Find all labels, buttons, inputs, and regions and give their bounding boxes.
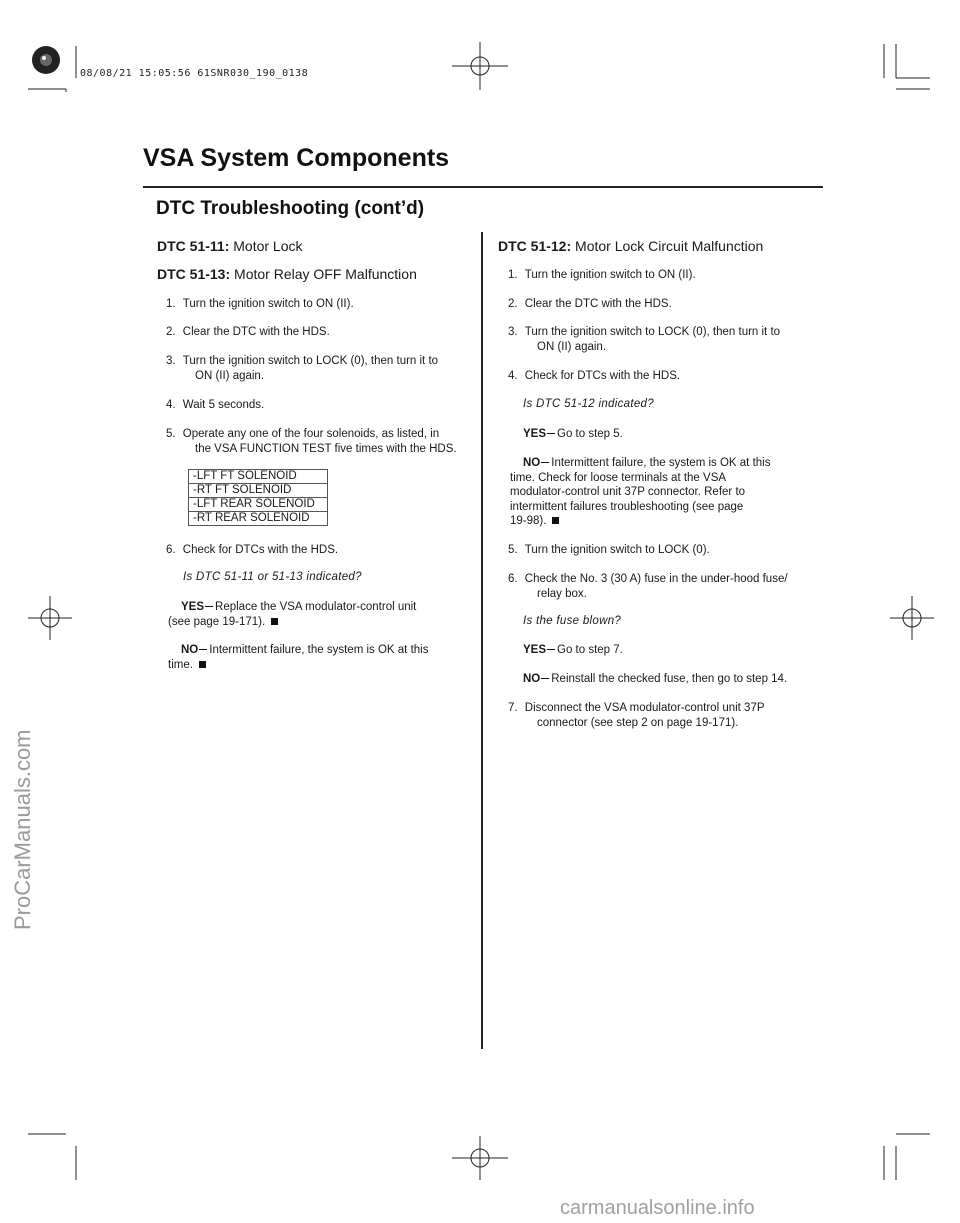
- yes-label: YES: [523, 428, 547, 440]
- dash-line: [205, 606, 213, 607]
- step-text: Turn the ignition switch to LOCK (0).: [524, 544, 710, 556]
- bottom-watermark: carmanualsonline.info: [560, 1197, 755, 1219]
- answer-text: Go to step 5.: [557, 428, 623, 440]
- step-number: 1.: [166, 298, 176, 310]
- step-2: [508, 297, 672, 312]
- answer-text-cont: 19-98).: [510, 515, 547, 527]
- table-row: [189, 470, 328, 484]
- step-number: 1.: [508, 269, 518, 281]
- end-block-icon: [552, 517, 559, 524]
- dash-line: [547, 649, 555, 650]
- table-cell: -LFT REAR SOLENOID: [189, 498, 328, 512]
- title-rule: [143, 186, 823, 188]
- step-5: [508, 543, 710, 558]
- dtc-description: Motor Lock Circuit Malfunction: [575, 238, 764, 254]
- step-text: Turn the ignition switch to LOCK (0), then turn it to: [524, 326, 781, 338]
- step-number: 5.: [166, 428, 176, 440]
- no-label: NO: [523, 673, 541, 685]
- step-text: Operate any one of the four solenoids, as listed, in: [182, 428, 440, 440]
- step-text: Check for DTCs with the HDS.: [524, 370, 681, 382]
- table-row: [189, 484, 328, 498]
- answer-yes: [523, 643, 623, 658]
- step-text: Disconnect the VSA modulator-control unit 37P: [524, 702, 765, 714]
- step-text: Clear the DTC with the HDS.: [182, 326, 330, 338]
- step-6: [166, 543, 338, 558]
- no-label: NO: [181, 644, 199, 656]
- step-number: 4.: [166, 399, 176, 411]
- step-text: Turn the ignition switch to ON (II).: [524, 269, 696, 281]
- step-4: [508, 369, 680, 384]
- answer-text: Replace the VSA modulator-control unit: [215, 601, 417, 613]
- column-divider: [481, 232, 483, 1049]
- dtc-code: DTC 51-12:: [498, 238, 572, 254]
- step-text: Wait 5 seconds.: [182, 399, 265, 411]
- no-label: NO: [523, 457, 541, 469]
- print-stamp: 08/08/21 15:05:56 61SNR030_190_0138: [80, 68, 309, 79]
- question-dtc-indicated: Is DTC 51-11 or 51-13 indicated?: [183, 571, 362, 583]
- answer-text-cont: modulator-control unit 37P connector. Refer to: [510, 486, 746, 498]
- step-text-cont: relay box.: [537, 587, 587, 600]
- question-dtc-indicated: Is DTC 51-12 indicated?: [523, 398, 654, 410]
- step-5: [166, 427, 457, 456]
- step-number: 2.: [166, 326, 176, 338]
- table-row: [189, 512, 328, 526]
- answer-text-cont: intermittent failures troubleshooting (see page: [510, 500, 744, 513]
- answer-text-cont: time. Check for loose terminals at the VSA: [510, 471, 727, 484]
- step-text: Check for DTCs with the HDS.: [182, 544, 339, 556]
- answer-text: Intermittent failure, the system is OK at this: [551, 457, 771, 469]
- answer-no: [510, 456, 771, 529]
- step-number: 7.: [508, 702, 518, 714]
- side-watermark: ProCarManuals.com: [10, 729, 35, 930]
- dash-line: [547, 433, 555, 434]
- answer-no: [168, 643, 429, 672]
- answer-yes: [523, 427, 623, 442]
- table-row: [189, 498, 328, 512]
- yes-label: YES: [181, 601, 205, 613]
- step-number: 6.: [166, 544, 176, 556]
- dash-line: [199, 649, 207, 650]
- step-1: [508, 268, 696, 283]
- answer-text: Reinstall the checked fuse, then go to step 14.: [551, 673, 788, 685]
- step-text: Check the No. 3 (30 A) fuse in the under-hood fuse/: [524, 573, 788, 585]
- page-subtitle: DTC Troubleshooting (cont’d): [156, 198, 425, 219]
- answer-yes: [168, 600, 417, 629]
- table-cell: -RT FT SOLENOID: [189, 484, 328, 498]
- step-6: [508, 572, 788, 601]
- page-title: VSA System Components: [143, 144, 450, 172]
- question-fuse-blown: Is the fuse blown?: [523, 615, 622, 627]
- answer-text-cont: time.: [168, 658, 193, 671]
- step-2: [166, 325, 330, 340]
- step-number: 2.: [508, 298, 518, 310]
- dtc-51-12-heading: [498, 238, 763, 254]
- dash-line: [541, 678, 549, 679]
- step-text-cont: connector (see step 2 on page 19-171).: [537, 716, 739, 729]
- dtc-51-11-heading: [157, 238, 303, 254]
- step-number: 6.: [508, 573, 518, 585]
- step-text-cont: the VSA FUNCTION TEST five times with the HDS.: [195, 442, 457, 455]
- step-7: [508, 701, 765, 730]
- dtc-code: DTC 51-11:: [157, 238, 230, 254]
- end-block-icon: [271, 618, 278, 625]
- step-text-cont: ON (II) again.: [195, 369, 265, 382]
- step-text-cont: ON (II) again.: [537, 340, 607, 353]
- step-number: 5.: [508, 544, 518, 556]
- step-3: [508, 325, 780, 354]
- step-text: Turn the ignition switch to LOCK (0), then turn it to: [182, 355, 439, 367]
- dtc-51-13-heading: [157, 266, 417, 282]
- answer-text: Go to step 7.: [557, 644, 623, 656]
- step-number: 4.: [508, 370, 518, 382]
- step-3: [166, 354, 438, 383]
- end-block-icon: [199, 661, 206, 668]
- step-text: Turn the ignition switch to ON (II).: [182, 298, 354, 310]
- table-cell: -LFT FT SOLENOID: [189, 470, 328, 484]
- step-text: Clear the DTC with the HDS.: [524, 298, 672, 310]
- step-4: [166, 398, 264, 413]
- dtc-code: DTC 51-13:: [157, 266, 231, 282]
- solenoid-table: [188, 469, 328, 526]
- dtc-description: Motor Lock: [233, 238, 303, 254]
- answer-text-cont: (see page 19-171).: [168, 615, 266, 628]
- answer-text: Intermittent failure, the system is OK at this: [209, 644, 429, 656]
- step-number: 3.: [508, 326, 518, 338]
- dash-line: [541, 462, 549, 463]
- answer-no: [523, 672, 787, 687]
- step-number: 3.: [166, 355, 176, 367]
- dtc-description: Motor Relay OFF Malfunction: [234, 266, 417, 282]
- table-cell: -RT REAR SOLENOID: [189, 512, 328, 526]
- step-1: [166, 297, 354, 312]
- yes-label: YES: [523, 644, 547, 656]
